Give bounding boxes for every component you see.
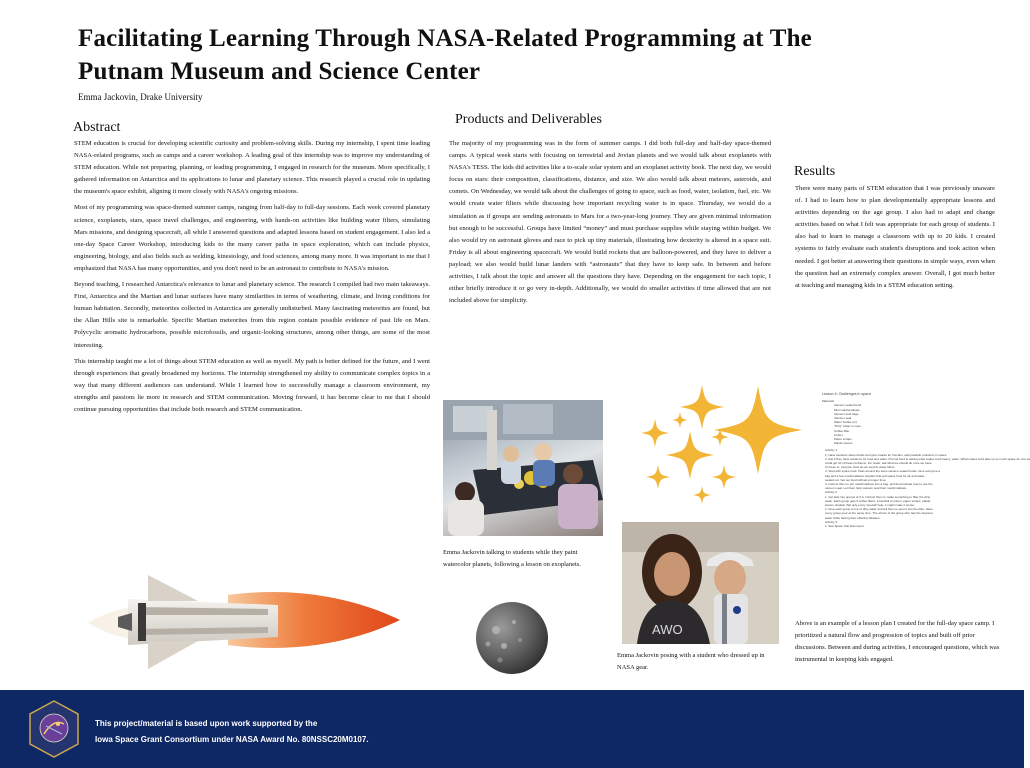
lesson-step: sealed out. Set out food will last a longer time.: [825, 477, 887, 482]
lesson-step: 4. Instruct them to put marshmallows into a bag, and demonstrate how to use the: [825, 482, 933, 487]
products-section: [449, 138, 771, 311]
gold-stars-icon: [640, 385, 800, 510]
lesson-step: 1. Get kids into groups of 3-4. Instruct them to make something to filter the dirty: [825, 494, 931, 499]
abstract-paragraph: STEM education is crucial for developing scientific curiosity and problem-solving skills. During my internship, I spent time leading NASA-related programs, such as camps and a career workshop. A leading goal of this internship was to improve my understanding of STEM education. While not preparing, planning, or leading programming, I engaged in research for the museum. More specifically, I gathered information on Antarctica and its applications to lunar and planetary science. This research played a crucial role in updating the museum's space exhibit, aligning it more closely with NASA's ongoing missions.: [74, 140, 430, 196]
posing-photo: [622, 522, 779, 644]
title-line-2: Putnam Museum and Science Center: [78, 58, 481, 85]
lesson-step: 3. Start with space food. Pass around the astro vacuum sealed foods. Give everyone a: [825, 469, 941, 474]
lesson-material-item: Mini marshmallows: [834, 407, 860, 412]
lesson-step: 2. Give each group a cup of dirty water and tell them to pour it into the filter, Have: [825, 507, 933, 512]
posing-photo-caption: Emma Jackovin posing with a student who dressed up in NASA gear.: [617, 652, 765, 671]
lesson-step: 2. Ask if they have solutions for food and water. Prompt food to asking what makes food heavy; water. What makes food take up so much space air. Are we: [825, 456, 1030, 461]
author-line: Emma Jackovin, Drake University: [78, 92, 203, 102]
abstract-section: [74, 138, 430, 420]
lesson-plan-document: [822, 392, 1030, 592]
lesson-material-item: Vacuum sealed food: [834, 403, 862, 408]
lesson-step: water. Each group gets 5 coffee filters, a handful of cotton, paper scraps, plastic: [825, 498, 931, 503]
footer-bar: [0, 690, 1024, 768]
abstract-paragraph: Beyond teaching, I researched Antarctica's relevance to lunar and planetary science. The research I compiled had two main takeaways. First, Antarctica and the Martian and lunar surfaces have many similarities in terms of weathering, climate, and living conditions for human habitation. Secondly, meteorites collected in Antarctica are generally undisturbed. Many fascinating meteorites are found, but the Allan Hills site is remarkable. Specific Martian meteorites from this region contain possible evidence of past life on Mars. Polycyclic aromatic hydrocarbons, possible microfossils, and organic-looking structures, among other things, are some of the most interesting.: [74, 281, 430, 349]
lesson-material-item: Vacuum seal bags: [834, 411, 859, 416]
space-shuttle-icon: [88, 565, 408, 680]
lesson-step: 1. Have students clean hands and give snacks for humans, add possible problems in space.: [825, 452, 948, 457]
footer-line-2: Iowa Space Grant Consortium under NASA Award No. 80NSSC20M0107.: [95, 735, 369, 744]
lesson-step: could get rid of these problems. For water, ask what we should do once we have: [825, 461, 932, 466]
products-heading: Products and Deliverables: [455, 112, 602, 127]
lesson-material-item: "Dirty" water in cups: [834, 424, 861, 429]
lesson-step: pieces. Explain that only every 'special' help, it might make it worse.: [825, 503, 915, 508]
lesson-activity-1-label: Activity 1: [825, 448, 838, 453]
results-heading: Results: [794, 164, 836, 179]
lesson-step: vacuum seal. Let them help vacuum seal their marshmallows.: [825, 486, 907, 491]
lesson-step: every group pour at the same time. The winner is the group who has the cleanest: [825, 511, 933, 516]
lesson-plan-caption: Above is an example of a lesson plan I created for the full-day space camp. I prioritized a natural flow and progression of topics and built off prior discussions. Between and during activities, I encouraged questions, which was instrumental in keeping kids engaged.: [795, 620, 1000, 663]
abstract-heading: Abstract: [73, 120, 121, 135]
products-paragraph: The majority of my programming was in the form of summer camps. I did both full-day and half-day space-themed camps. A typical week starts with focusing on terrestrial and Jovian planets and we would talk about exoplanets with NASA's TESS. The kids did activities like a to-scale solar system and an exoplanet activity book. The next day, we would focus on stars: their composition, classifications, distance, and size. We also would talk about meteors, asteroids, and comets. On Wednesday, we would talk about the challenges of going to space, such as food, water, isolation, fuel, etc. We would create water filters while discussing how important recycling water is in space. Thursday, we would do a simulation as if groups are sending astronauts to Mars for a two-year-long journey. They are given minimal information but enough to be successful. Groups have limited “money” and must purchase supplies while staying within budget. We also would try on astronaut gloves and race to pick up tiny materials, illustrating how dexterity is altered in a space suit. Friday is all about engineering spacecraft. We would build rockets that are balloon-powered, and they have to deliver a payload; we also would build lunar landers with “astronauts” that they have to keep safe. In between and before activities, I talk about the topic and answer all the questions they have. Depending on the engagement for each topic, I either briefly introduce it or go very in-depth. Additionally, we would do smaller activities if time allowed that are not included above for simplicity.: [449, 140, 771, 305]
lesson-material-item: Vacuum seal: [834, 416, 852, 421]
students-painting-photo: [443, 400, 603, 536]
results-section: [795, 183, 995, 296]
lesson-material-item: Paper scraps: [834, 437, 852, 442]
svg-text:AWO: AWO: [652, 622, 683, 637]
iowa-space-grant-seal-icon: [28, 700, 80, 758]
moon-icon: [474, 600, 550, 676]
posing-photo-scene: [622, 522, 779, 644]
lesson-materials-label: Materials: [822, 399, 835, 404]
abstract-paragraph: This internship taught me a lot of things about STEM education as well as myself. My path is better defined for the future, and I went through experiences that greatly broadened my horizons. The internship strengthened my ability to communicate complex topics in a way that many different audiences can understand. While I learned how to successfully manage a classroom environment, my strengths and passions lie more in research and STEM communication. Moving forward, it has become clear to me that I should continue pursuing opportunities that include both research and STEM communication.: [74, 357, 430, 413]
lesson-material-item: Plastic pieces: [834, 441, 853, 446]
abstract-paragraph: Most of my programming was space-themed summer camps, ranging from half-day to full-day sessions. Each week covered planetary science, exoplanets, stars, space travel challenges, and engineering, with hands-on activities like building water filters, simulating Mars missions, and designing spacecraft, all while I answered questions and adapted lessons based on student engagement. I also led a one-day Space Career Workshop, introducing kids to the many career paths in space exploration, which can include physics, engineering, biology, and also fields such as welding, kinesiology, and food sciences, among many more. It was important to me that I emphasized that NASA has many opportunities, and you don't need to be an astronaut to contribute to NASA's mission.: [74, 204, 430, 272]
footer-line-1: This project/material is based upon work supported by the: [95, 719, 318, 728]
lesson-step: bag and a few marshmallows. Explain that sell space food for air and water: [825, 473, 925, 478]
lesson-plan-title: Lesson 4: Challenges in space: [822, 392, 871, 396]
lesson-material-item: Cotton: [834, 432, 843, 437]
results-paragraph: There were many parts of STEM education that I was previously unaware of. I had to learn how to plan developmentally appropriate lessons and activities depending on the age group. I also had to adapt and change activities based on what I felt was appropriate for each group of students. I also had to learn to manage a classroom with up to 20 kids. I created systems to fairly evaluate each student's disruptions and took action when needed. I got better at answering their questions in simple ways, even when the question had an extremely complex answer. Overall, I got much better at teaching and managing kids in a STEM education setting.: [795, 185, 995, 289]
poster-title: [78, 22, 978, 88]
lesson-step: it's been in. (recycle. How do we recycle water filters.: [825, 465, 896, 470]
lesson-activity-2-label: Activity 2: [825, 490, 838, 495]
lesson-material-item: Coffee filter: [834, 428, 850, 433]
lesson-activity-3-label: Activity 3: [825, 519, 838, 524]
lesson-step: water while having their effective filtration.: [825, 515, 881, 520]
footer-acknowledgement: [95, 716, 369, 748]
students-painting-scene: [443, 400, 603, 536]
lesson-step: 1. See Space Suit Document: [825, 524, 864, 529]
lesson-material-item: Water bottles (or): [834, 420, 858, 425]
painting-photo-caption: Emma Jackovin talking to students while they paint watercolor planets, following a lesson on exoplanets.: [443, 549, 581, 568]
title-line-1: Facilitating Learning Through NASA-Related Programming at The: [78, 25, 812, 52]
